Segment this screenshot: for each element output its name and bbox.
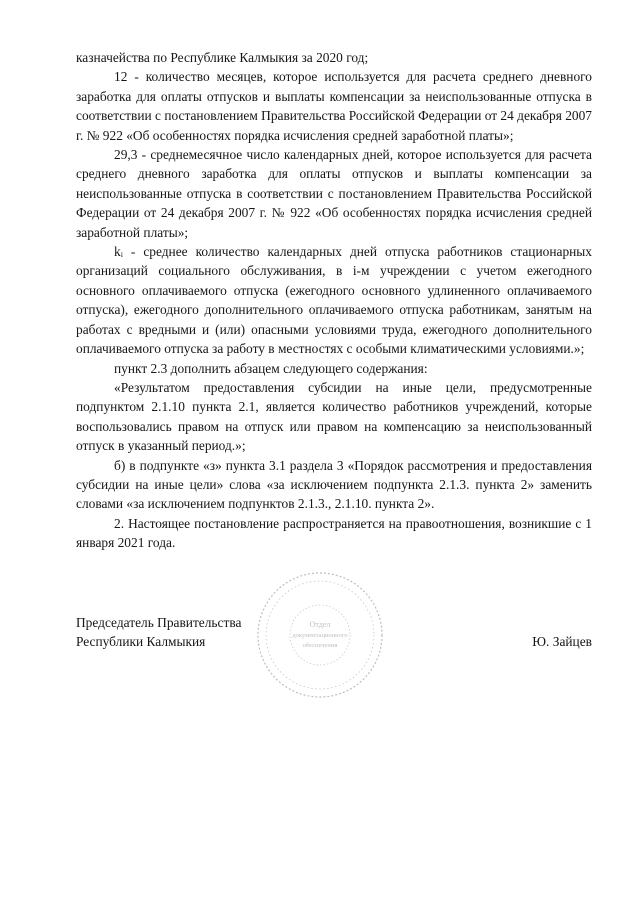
signatory-title-line-1: Председатель Правительства [76,615,242,630]
signatory-title-line-2: Республики Калмыкия [76,634,206,650]
stamp-line-2: документационного [292,632,348,639]
paragraph-point-2-3: пункт 2.3 дополнить абзацем следующего содержания: [114,360,428,376]
paragraph-ki-definition: kᵢ - среднее количество календарных дней отпуска работников стационарных организаций социального обслуживания, в i-м учреждении с учетом ежегодного основного оплачиваемого отпуска (ежегодного основного удлиненного оплачиваемого отпуска), ежегодного дополнительного оплачиваемого отпуска работникам, занятым на работах с вредными и (или) опасными условиями труда, ежегодного дополнительного оплачиваемого отпуска за работу в местностях с особыми климатическими условиями.»; [76,244,592,357]
paragraph-months: 12 - количество месяцев, которое используется для расчета среднего дневного заработка для оплаты отпусков и выплаты компенсации за неиспользованные отпуска в соответствии с постановлением Правительства Российской Федерации от 24 декабря 2007 г. № 922 «Об особенностях порядка исчисления средней заработной платы»; [76,69,592,143]
paragraph-effective-date: 2. Настоящее постановление распространяется на правоотношения, возникшие с 1 января 2021 года. [76,515,592,551]
document-body [76,48,592,553]
paragraph-continuation: казначейства по Республике Калмыкия за 2020 год; [76,50,369,65]
signatory-name: Ю. Зайцев [532,634,592,650]
signatory-title [76,613,296,652]
paragraph-subpoint-b: б) в подпункте «з» пункта 3.1 раздела 3 «Порядок рассмотрения и предоставления субсидии на иные цели» слова «за исключением подпункта 2.1.3. пункта 2» заменить словами «за исключением подпунктов 2.1.3., 2.1.10. пункта 2». [76,457,592,512]
paragraph-days: 29,3 - среднемесячное число календарных дней, которое используется для расчета среднего дневного заработка для оплаты отпусков и выплаты компенсации за неиспользованные отпуска в соответствии с постановлением Правительства Российской Федерации от 24 декабря 2007 г. № 922 «Об особенностях порядка исчисления средней заработной платы»; [76,147,592,240]
stamp-line-3: обеспечения [302,642,338,649]
paragraph-result-quote: «Результатом предоставления субсидии на иные цели, предусмотренные подпунктом 2.1.10 пункта 2.1, является количество работников учреждений, которые воспользовались правом на отпуск или правом на компенсацию за неиспользованный отпуск в указанный период.»; [76,379,592,454]
stamp-line-1: Отдел [309,620,331,629]
